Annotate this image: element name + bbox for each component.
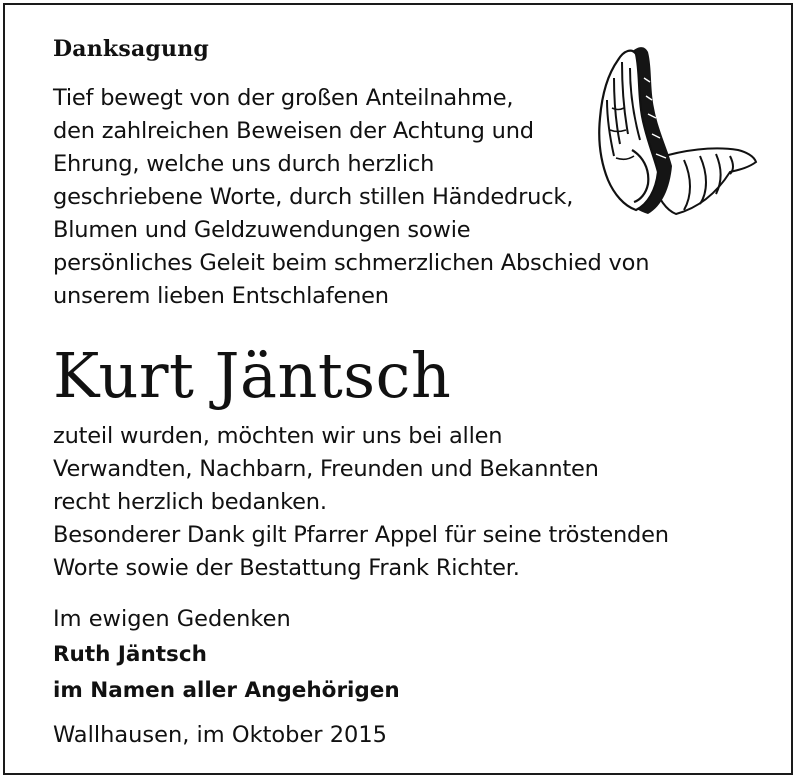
place-date: Wallhausen, im Oktober 2015 [53, 722, 387, 748]
intro-line: Blumen und Geldzuwendungen sowie [53, 217, 471, 243]
thanks-paragraph [53, 420, 669, 585]
praying-hands-icon [588, 38, 758, 218]
intro-line: unserem lieben Entschlafenen [53, 283, 389, 309]
intro-line: Ehrung, welche uns durch herzlich [53, 151, 435, 177]
thanks-line: recht herzlich bedanken. [53, 489, 327, 515]
intro-line: den zahlreichen Beweisen der Achtung und [53, 118, 534, 144]
thanks-line: Worte sowie der Bestattung Frank Richter. [53, 555, 520, 581]
on-behalf-text: im Namen aller Angehörigen [53, 678, 400, 703]
closing-block [53, 601, 400, 709]
intro-line: Tief bewegt von der großen Anteilnahme, [53, 85, 514, 111]
signatory-name: Ruth Jäntsch [53, 642, 207, 667]
intro-line: geschriebene Worte, durch stillen Händedruck, [53, 184, 574, 210]
thanks-line: zuteil wurden, möchten wir uns bei allen [53, 423, 503, 449]
thanks-line: Besonderer Dank gilt Pfarrer Appel für seine tröstenden [53, 522, 669, 548]
deceased-name: Kurt Jäntsch [53, 339, 452, 412]
intro-line: persönliches Geleit beim schmerzlichen Abschied von [53, 250, 650, 276]
remembrance-text: Im ewigen Gedenken [53, 606, 291, 632]
intro-paragraph [53, 82, 649, 313]
thanks-line: Verwandten, Nachbarn, Freunden und Bekannten [53, 456, 599, 482]
notice-heading: Danksagung [53, 36, 209, 62]
